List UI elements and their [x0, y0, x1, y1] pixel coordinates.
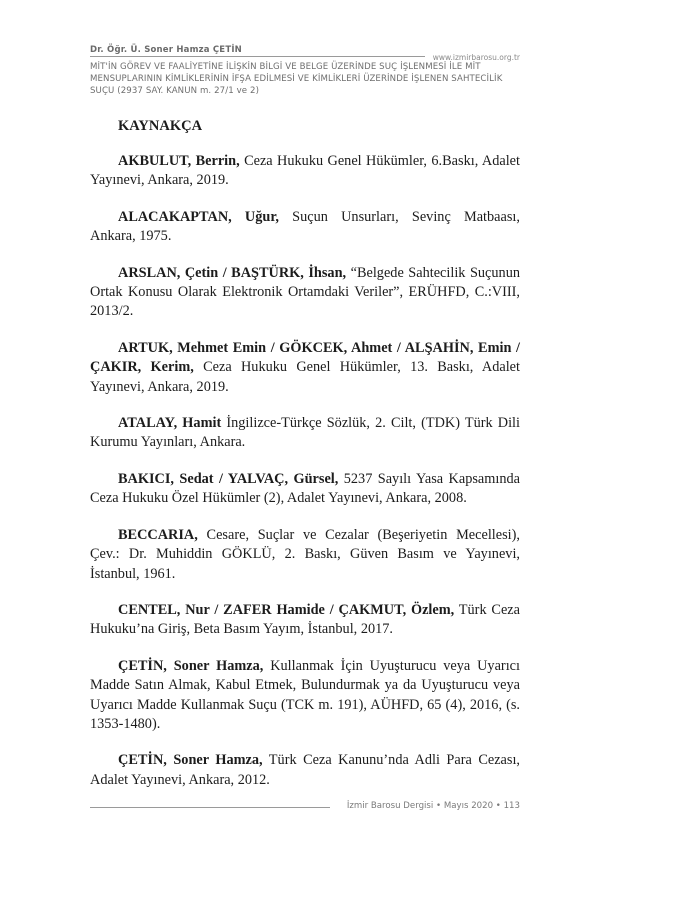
reference-details: Türk Ceza Hukuku’na Giriş, Beta Basım Yayım, İstanbul, 2017. [90, 601, 520, 638]
page-footer [90, 799, 520, 819]
reference-authors: AKBULUT, Berrin, [118, 153, 240, 169]
reference-entry [90, 208, 520, 247]
reference-authors: ALACAKAPTAN, Uğur, [118, 208, 279, 225]
section-heading: KAYNAKÇA [118, 118, 203, 134]
reference-entry [90, 339, 520, 397]
reference-entry [90, 264, 520, 322]
footer-journal-info: İzmir Barosu Dergisi • Mayıs 2020 • 113 [346, 801, 520, 811]
reference-list [90, 152, 520, 790]
article-title: MİT'İN GÖREV VE FAALİYETİNE İLİŞKİN BİLGİ VE BELGE ÜZERİNDE SUÇ İŞLENMESİ İLE MİT MENSUPLARININ KİMLİKLERİNİN İFŞA EDİLMESİ VE KİMLİKLERİ ÜZERİNDE İŞLENEN SAHTECİLİK SUÇU (2937 SAY. KANUN m. 27/1 ve 2) [90, 62, 503, 97]
reference-authors: ÇETİN, Soner Hamza, [118, 752, 263, 769]
reference-authors: ÇETİN, Soner Hamza, [118, 657, 264, 674]
references-section [90, 118, 520, 807]
reference-entry [90, 751, 520, 790]
reference-details: Türk Ceza Kanunu’nda Adli Para Cezası, Adalet Yayınevi, Ankara, 2012. [90, 752, 520, 788]
reference-details: İngilizce-Türkçe Sözlük, 2. Cilt, (TDK) Türk Dili Kurumu Yayınları, Ankara. [90, 415, 520, 451]
reference-entry [90, 601, 520, 640]
reference-entry [90, 526, 520, 584]
reference-entry [90, 414, 520, 453]
reference-details: Cesare, Suçlar ve Cezalar (Beşeriyetin Mecellesi), Çev.: Dr. Muhiddin GÖKLÜ, 2. Baskı, Güven Basım ve Yayınevi, İstanbul, 1961. [90, 526, 520, 582]
reference-details: 5237 Sayılı Yasa Kapsamında Ceza Hukuku Özel Hükümler (2), Adalet Yayınevi, Ankara, 2008. [90, 470, 520, 507]
reference-authors: ATALAY, Hamit [118, 415, 222, 432]
reference-authors: CENTEL, Nur / ZAFER Hamide / ÇAKMUT, Özlem, [118, 601, 455, 618]
author-name: Dr. Öğr. Ü. Soner Hamza ÇETİN [90, 45, 242, 55]
footer-rule [90, 807, 330, 808]
website-url: www.izmirbarosu.org.tr [432, 53, 520, 62]
reference-details: Suçun Unsurları, Sevinç Matbaası, Ankara, 1975. [90, 208, 520, 245]
reference-authors: ARTUK, Mehmet Emin / GÖKCEK, Ahmet / ALŞAHİN, Emin / ÇAKIR, Kerim, [90, 339, 520, 376]
reference-details: Ceza Hukuku Genel Hükümler, 13. Baskı, Adalet Yayınevi, Ankara, 2019. [90, 359, 520, 395]
reference-authors: ARSLAN, Çetin / BAŞTÜRK, İhsan, [118, 264, 347, 281]
reference-entry [90, 470, 520, 509]
reference-authors: BECCARIA, [118, 526, 198, 543]
reference-details: “Belgede Sahtecilik Suçunun Ortak Konusu Olarak Elektronik Ortamdaki Veriler”, ERÜHFD, C.:VIII, 2013/2. [90, 264, 520, 320]
reference-details: Kullanmak İçin Uyuşturucu veya Uyarıcı Madde Satın Almak, Kabul Etmek, Bulundurmak ya da Uyuşturucu veya Uyarıcı Madde Kullanmak Suçu (TCK m. 191), AÜHFD, 65 (4), 2016, (s. 1353-1480). [90, 657, 520, 732]
reference-entry [90, 657, 520, 735]
reference-entry [90, 152, 520, 191]
header-rule [90, 56, 425, 57]
reference-authors: BAKICI, Sedat / YALVAÇ, Gürsel, [118, 470, 339, 487]
reference-details: Ceza Hukuku Genel Hükümler, 6.Baskı, Adalet Yayınevi, Ankara, 2019. [90, 153, 520, 189]
